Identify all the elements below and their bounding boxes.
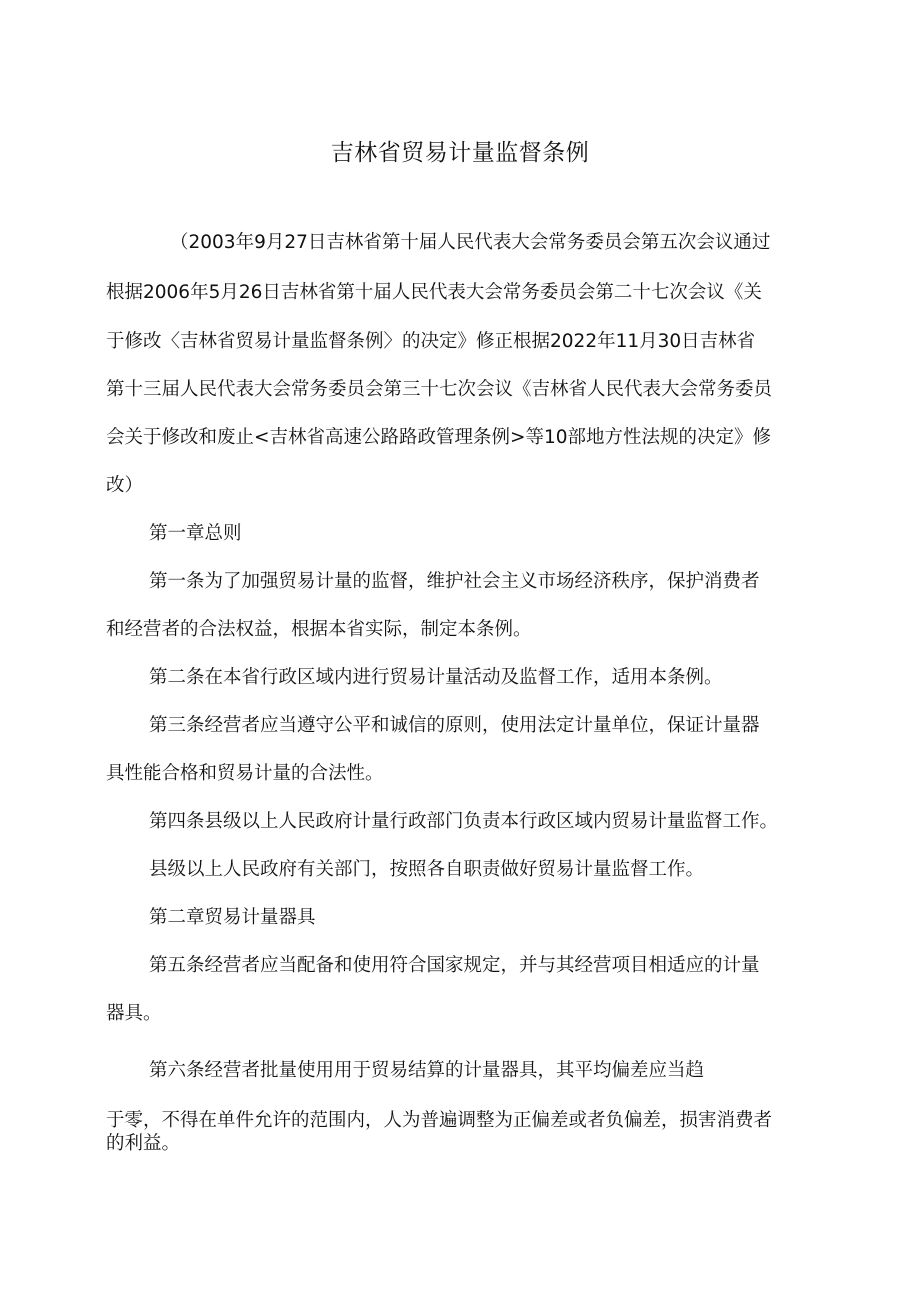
chapter-heading-1: 第一章总则 — [149, 523, 242, 544]
article-2-line-1: 第二条在本省行政区域内进行贸易计量活动及监督工作，适用本条例。 — [149, 667, 723, 688]
article-5-line-2: 器具。 — [106, 1003, 162, 1024]
article-3-line-2: 具性能合格和贸易计量的合法性。 — [106, 763, 384, 784]
article-6-line-2: 于零，不得在单件允许的范围内，人为普遍调整为正偏差或者负偏差，损害消费者 — [106, 1110, 773, 1131]
document-title: 吉林省贸易计量监督条例 — [330, 140, 590, 166]
article-6-line-1: 第六条经营者批量使用用于贸易结算的计量器具，其平均偏差应当趋 — [149, 1060, 705, 1081]
article-5-line-1: 第五条经营者应当配备和使用符合国家规定，并与其经营项目相适应的计量 — [149, 955, 760, 976]
preamble-line-2: 根据2006年5月26日吉林省第十届人民代表大会常务委员会第二十七次会议《关 — [106, 282, 762, 303]
preamble-line-3: 于修改〈吉林省贸易计量监督条例〉的决定》修正根据2022年11月30日吉林省 — [106, 331, 756, 352]
preamble-line-6: 改） — [106, 475, 144, 496]
article-3-line-1: 第三条经营者应当遵守公平和诚信的原则，使用法定计量单位，保证计量器 — [149, 715, 760, 736]
preamble-line-5: 会关于修改和废止<吉林省高速公路路政管理条例>等10部地方性法规的决定》修 — [106, 427, 772, 448]
article-1-line-2: 和经营者的合法权益，根据本省实际，制定本条例。 — [106, 619, 532, 640]
preamble-line-1: （2003年9月27日吉林省第十届人民代表大会常务委员会第五次会议通过 — [170, 232, 771, 253]
article-6-line-3: 的利益。 — [106, 1133, 181, 1154]
article-4-line-1: 第四条县级以上人民政府计量行政部门负责本行政区域内贸易计量监督工作。 — [149, 811, 779, 832]
article-1-line-1: 第一条为了加强贸易计量的监督，维护社会主义市场经济秩序，保护消费者 — [149, 571, 760, 592]
chapter-heading-2: 第二章贸易计量器具 — [149, 907, 316, 928]
article-4-line-2: 县级以上人民政府有关部门，按照各自职责做好贸易计量监督工作。 — [149, 859, 705, 880]
preamble-line-4: 第十三届人民代表大会常务委员会第三十七次会议《吉林省人民代表大会常务委员 — [106, 379, 773, 400]
